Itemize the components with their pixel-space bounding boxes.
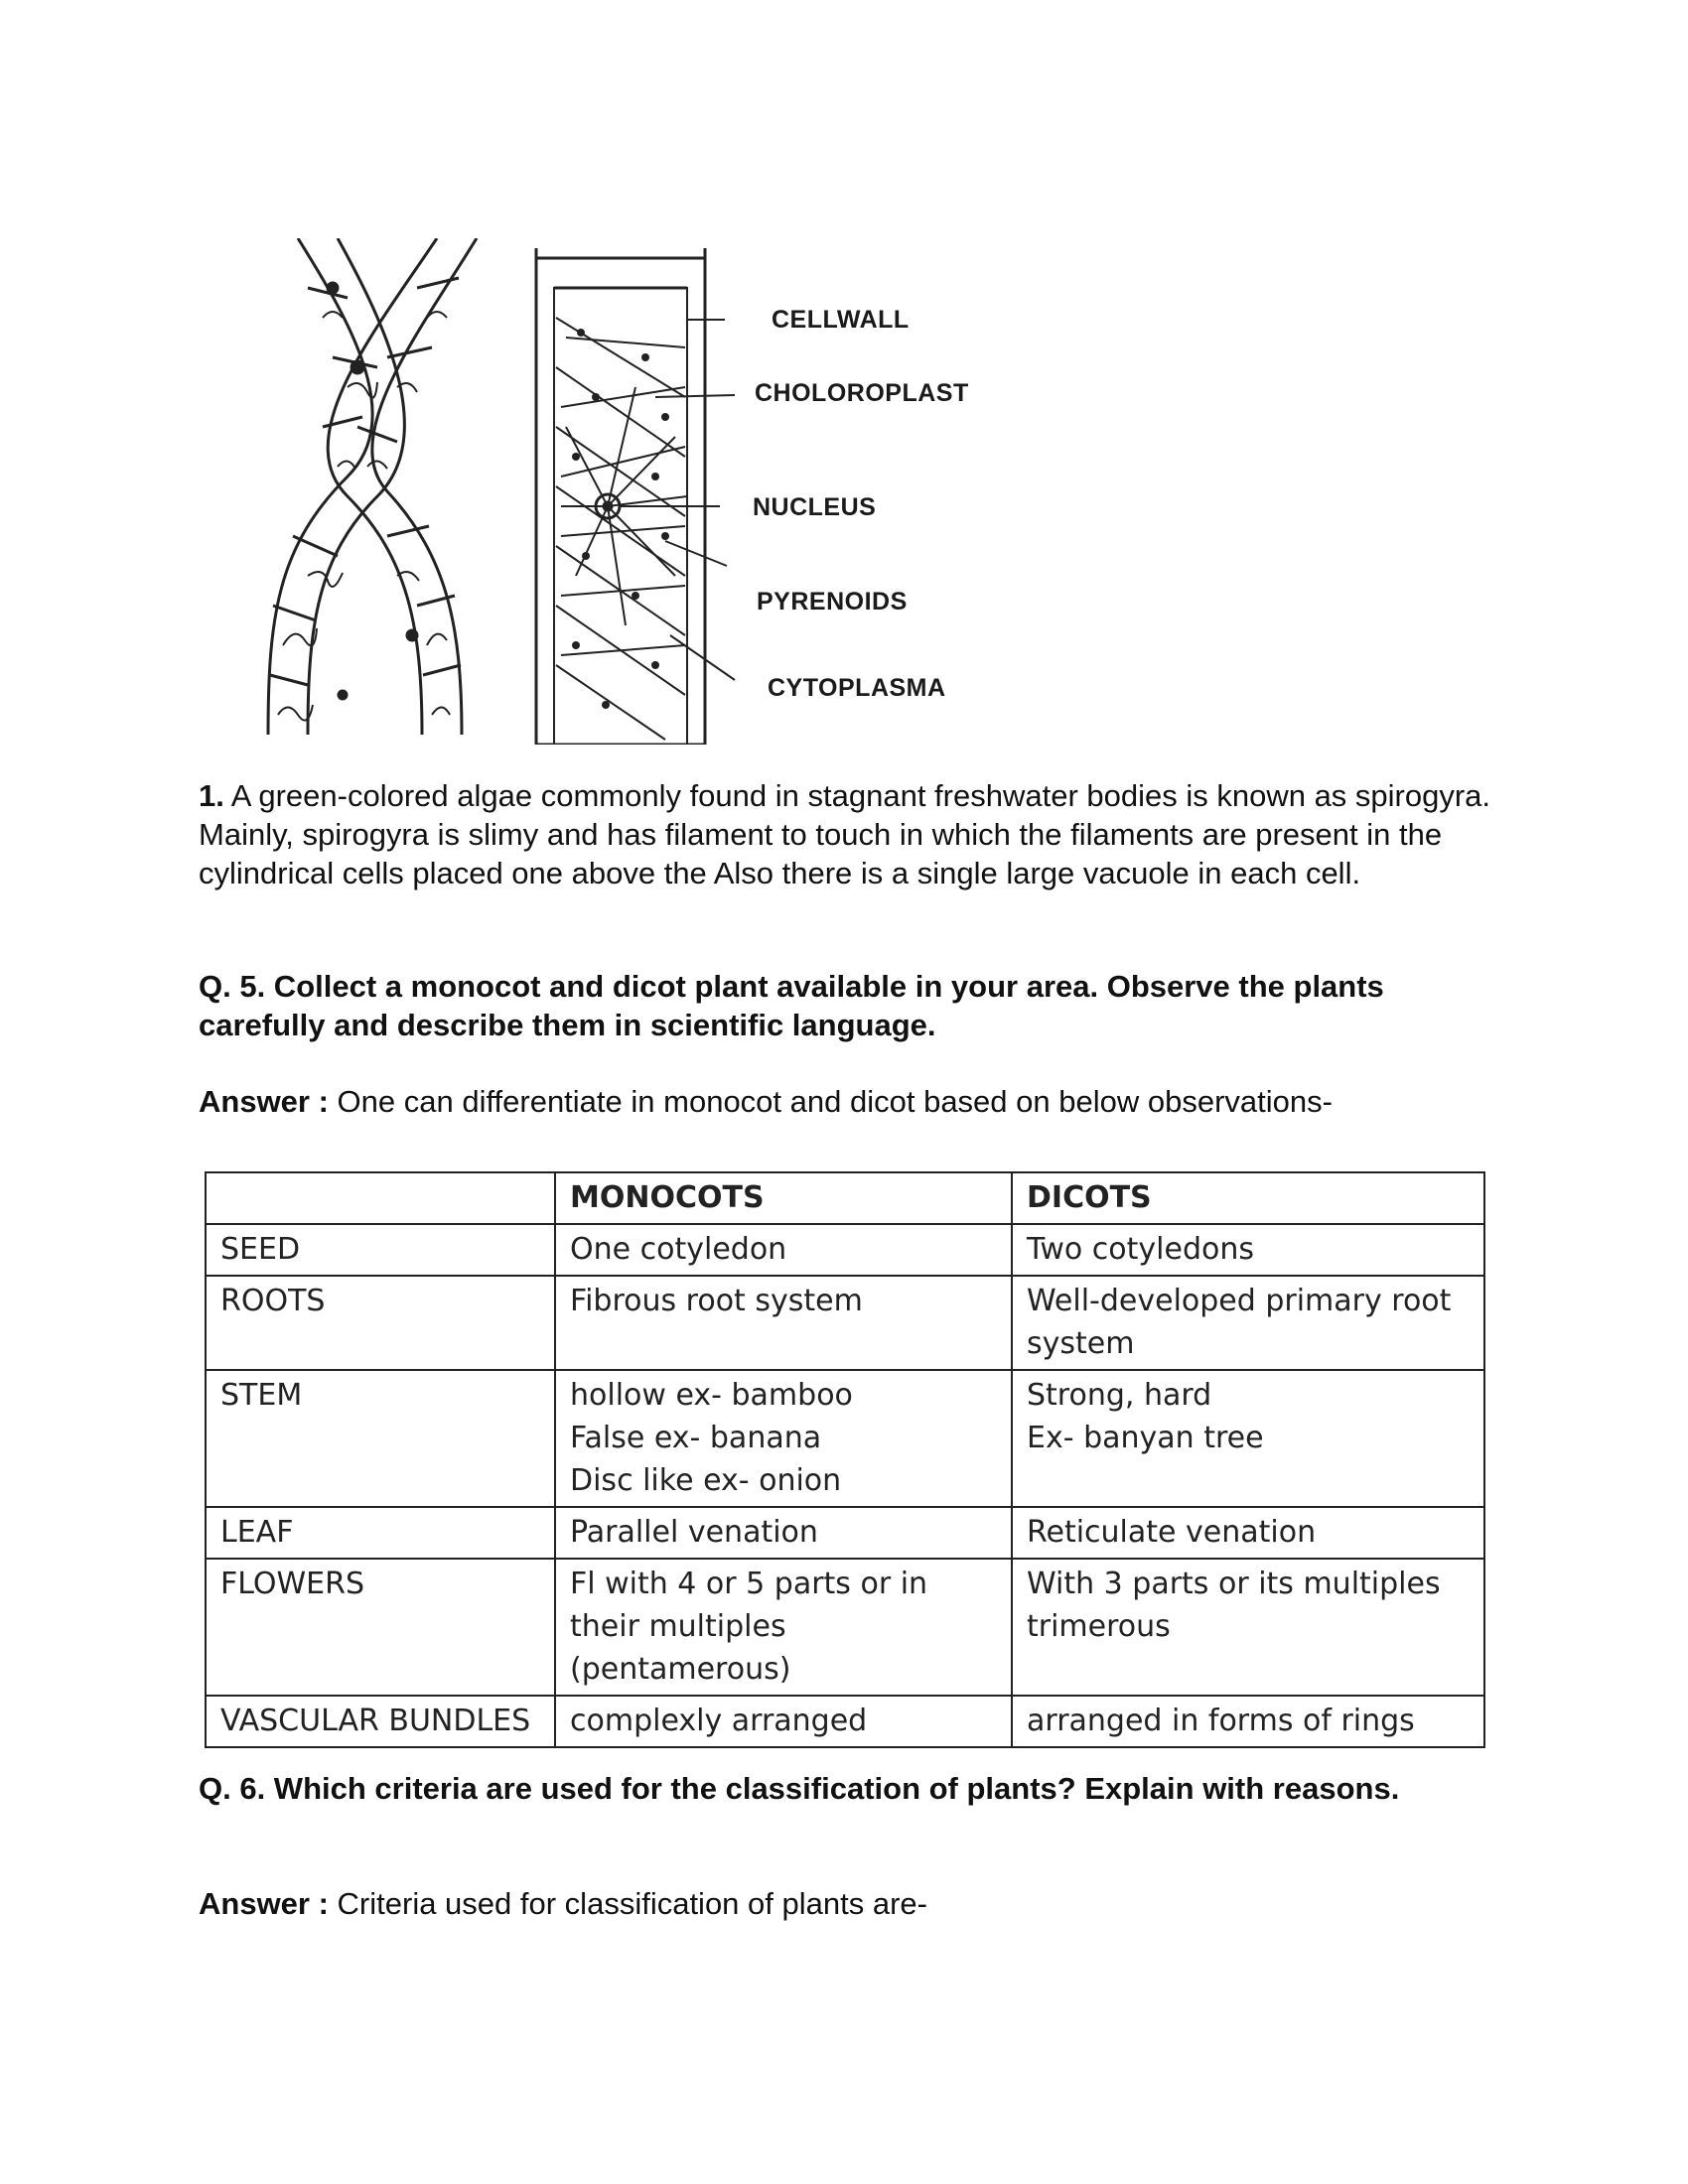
- header-cell-monocots: MONOCOTS: [555, 1172, 1012, 1224]
- label-cellwall: CELLWALL: [772, 306, 910, 334]
- monocot-cell: Fibrous root system: [555, 1276, 1012, 1370]
- dicot-cell: Well-developed primary root system: [1012, 1276, 1484, 1370]
- paragraph-number: 1.: [199, 778, 224, 813]
- row-label: STEM: [206, 1370, 555, 1507]
- dicot-cell: arranged in forms of rings: [1012, 1696, 1484, 1747]
- answer-label: Answer :: [199, 1886, 329, 1921]
- header-cell-dicots: DICOTS: [1012, 1172, 1484, 1224]
- answer-label: Answer :: [199, 1084, 329, 1119]
- paragraph-text: A green-colored algae commonly found in stagnant freshwater bodies is known as spirogyra. Mainly, spirogyra is slimy and has filament to touch in which the filaments are present in the cylindrical cells placed one above the Also there is a single large vacuole in each cell.: [199, 778, 1491, 890]
- question-5: Q. 5. Collect a monocot and dicot plant available in your area. Observe the plants carefully and describe them in scientific language.: [199, 969, 1384, 1042]
- monocot-cell: hollow ex- bamboo False ex- banana Disc like ex- onion: [555, 1370, 1012, 1507]
- monocot-cell: complexly arranged: [555, 1696, 1012, 1747]
- leader-cytoplasma: [670, 635, 735, 680]
- row-label: VASCULAR BUNDLES: [206, 1696, 555, 1747]
- dicot-cell: Two cotyledons: [1012, 1224, 1484, 1276]
- answer-text: Criteria used for classification of plants are-: [337, 1886, 927, 1921]
- monocot-dicot-table: [205, 1171, 1485, 1748]
- row-label: ROOTS: [206, 1276, 555, 1370]
- row-label: LEAF: [206, 1507, 555, 1559]
- comparison-table-wrap: [205, 1171, 1485, 1748]
- table-row: [206, 1276, 1484, 1370]
- dicot-cell: Reticulate venation: [1012, 1507, 1484, 1559]
- leader-pyrenoids: [665, 541, 727, 566]
- question-6: Q. 6. Which criteria are used for the classification of plants? Explain with reasons.: [199, 1771, 1400, 1806]
- label-cytoplasma: CYTOPLASMA: [768, 674, 946, 702]
- leader-chloroplast: [655, 395, 735, 397]
- answer-5: [199, 1082, 1509, 1121]
- monocot-cell: Fl with 4 or 5 parts or in their multiples (pentamerous): [555, 1559, 1012, 1696]
- table-row: [206, 1696, 1484, 1747]
- row-label: SEED: [206, 1224, 555, 1276]
- header-cell-empty: [206, 1172, 555, 1224]
- table-row: [206, 1224, 1484, 1276]
- dicot-cell: With 3 parts or its multiples trimerous: [1012, 1559, 1484, 1696]
- cell-outer-wall: [536, 258, 705, 745]
- monocot-cell: One cotyledon: [555, 1224, 1012, 1276]
- spirogyra-figure: [238, 238, 993, 745]
- label-chloroplast: CHOLOROPLAST: [755, 379, 969, 407]
- table-row: [206, 1507, 1484, 1559]
- table-header-row: [206, 1172, 1484, 1224]
- paragraph-spirogyra: [199, 776, 1509, 892]
- label-nucleus: NUCLEUS: [753, 493, 877, 521]
- label-pyrenoids: PYRENOIDS: [757, 588, 908, 615]
- dicot-cell: Strong, hard Ex- banyan tree: [1012, 1370, 1484, 1507]
- table-row: [206, 1559, 1484, 1696]
- table-row: [206, 1370, 1484, 1507]
- monocot-cell: Parallel venation: [555, 1507, 1012, 1559]
- row-label: FLOWERS: [206, 1559, 555, 1696]
- answer-6: [199, 1884, 1509, 1923]
- filament-left-strand: [268, 238, 372, 735]
- answer-text: One can differentiate in monocot and dicot based on below observations-: [337, 1084, 1333, 1119]
